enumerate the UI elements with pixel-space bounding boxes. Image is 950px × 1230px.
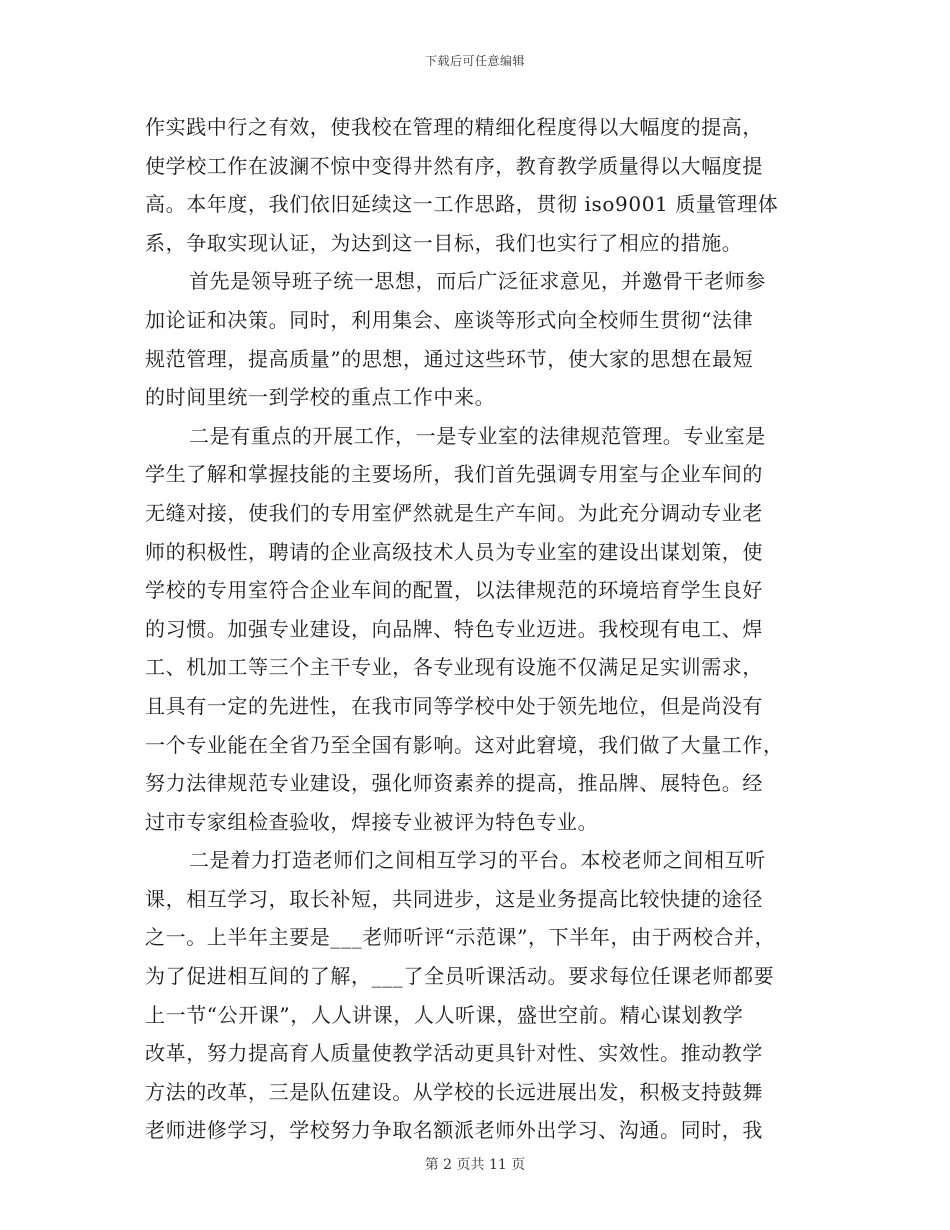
header-note: 下载后可任意编辑: [424, 54, 525, 68]
text-line: 高。本年度，我们依旧延续这一工作思路，贯彻 iso9001 质量管理体: [145, 192, 779, 217]
text-line: 规范管理，提高质量”的思想，通过这些环节，使大家的思想在最短: [145, 346, 754, 371]
text-line: 改革，努力提高育人质量使教学活动更具针对性、实效性。推动教学: [145, 1041, 763, 1066]
text-line: 使学校工作在波澜不惊中变得井然有序，教育教学质量得以大幅度提: [145, 153, 763, 178]
text-line: 且具有一定的先进性，在我市同等学校中处于领先地位，但是尚没有: [145, 693, 763, 718]
text-line: 之一。上半年主要是___老师听评“示范课”，下半年，由于两校合并，: [145, 925, 776, 950]
text-line: 二是着力打造老师们之间相互学习的平台。本校老师之间相互听: [189, 848, 766, 873]
body-text: [145, 108, 807, 1150]
text-line: 学生了解和掌握技能的主要场所，我们首先强调专用室与企业车间的: [145, 462, 763, 487]
text-line: 方法的改革，三是队伍建设。从学校的长远进展出发，积极支持鼓舞: [145, 1079, 763, 1104]
text-line: 二是有重点的开展工作，一是专业室的法律规范管理。专业室是: [189, 423, 766, 448]
text-line: 为了促进相互间的了解，___了全员听课活动。要求每位任课老师都要: [145, 964, 775, 989]
text-line: 师的积极性，聘请的企业高级技术人员为专业室的建设出谋划策，使: [145, 539, 763, 564]
text-line: 学校的专用室符合企业车间的配置，以法律规范的环境培育学生良好: [145, 578, 763, 603]
text-line: 无缝对接，使我们的专用室俨然就是生产车间。为此充分调动专业老: [145, 500, 763, 525]
text-line: 努力法律规范专业建设，强化师资素养的提高，推品牌、展特色。经: [145, 771, 763, 796]
text-line: 老师进修学习，学校努力争取名额派老师外出学习、沟通。同时，我: [145, 1118, 763, 1143]
text-line: 的习惯。加强专业建设，向品牌、特色专业迈进。我校现有电工、焊: [145, 616, 763, 641]
text-line: 过市专家组检查验收，焊接专业被评为特色专业。: [145, 809, 599, 834]
text-line: 首先是领导班子统一思想，而后广泛征求意见，并邀骨干老师参: [189, 269, 766, 294]
text-line: 加论证和决策。同时，利用集会、座谈等形式向全校师生贯彻“法律: [145, 307, 754, 332]
text-line: 课，相互学习，取长补短，共同进步，这是业务提高比较快捷的途径: [145, 886, 763, 911]
text-line: 作实践中行之有效，使我校在管理的精细化程度得以大幅度的提高，: [145, 115, 763, 139]
text-line: 上一节“公开课”，人人讲课，人人听课，盛世空前。精心谋划教学: [145, 1002, 744, 1027]
text-line: 工、机加工等三个主干专业，各专业现有设施不仅满足足实训需求，: [145, 655, 763, 680]
text-line: 系，争取实现认证，为达到这一目标，我们也实行了相应的措施。: [145, 230, 743, 255]
text-line: 的时间里统一到学校的重点工作中来。: [145, 385, 496, 410]
page-number-footer: 第 2 页共 11 页: [424, 1157, 526, 1173]
text-line: 一个专业能在全省乃至全国有影响。这对此窘境，我们做了大量工作，: [145, 732, 784, 757]
